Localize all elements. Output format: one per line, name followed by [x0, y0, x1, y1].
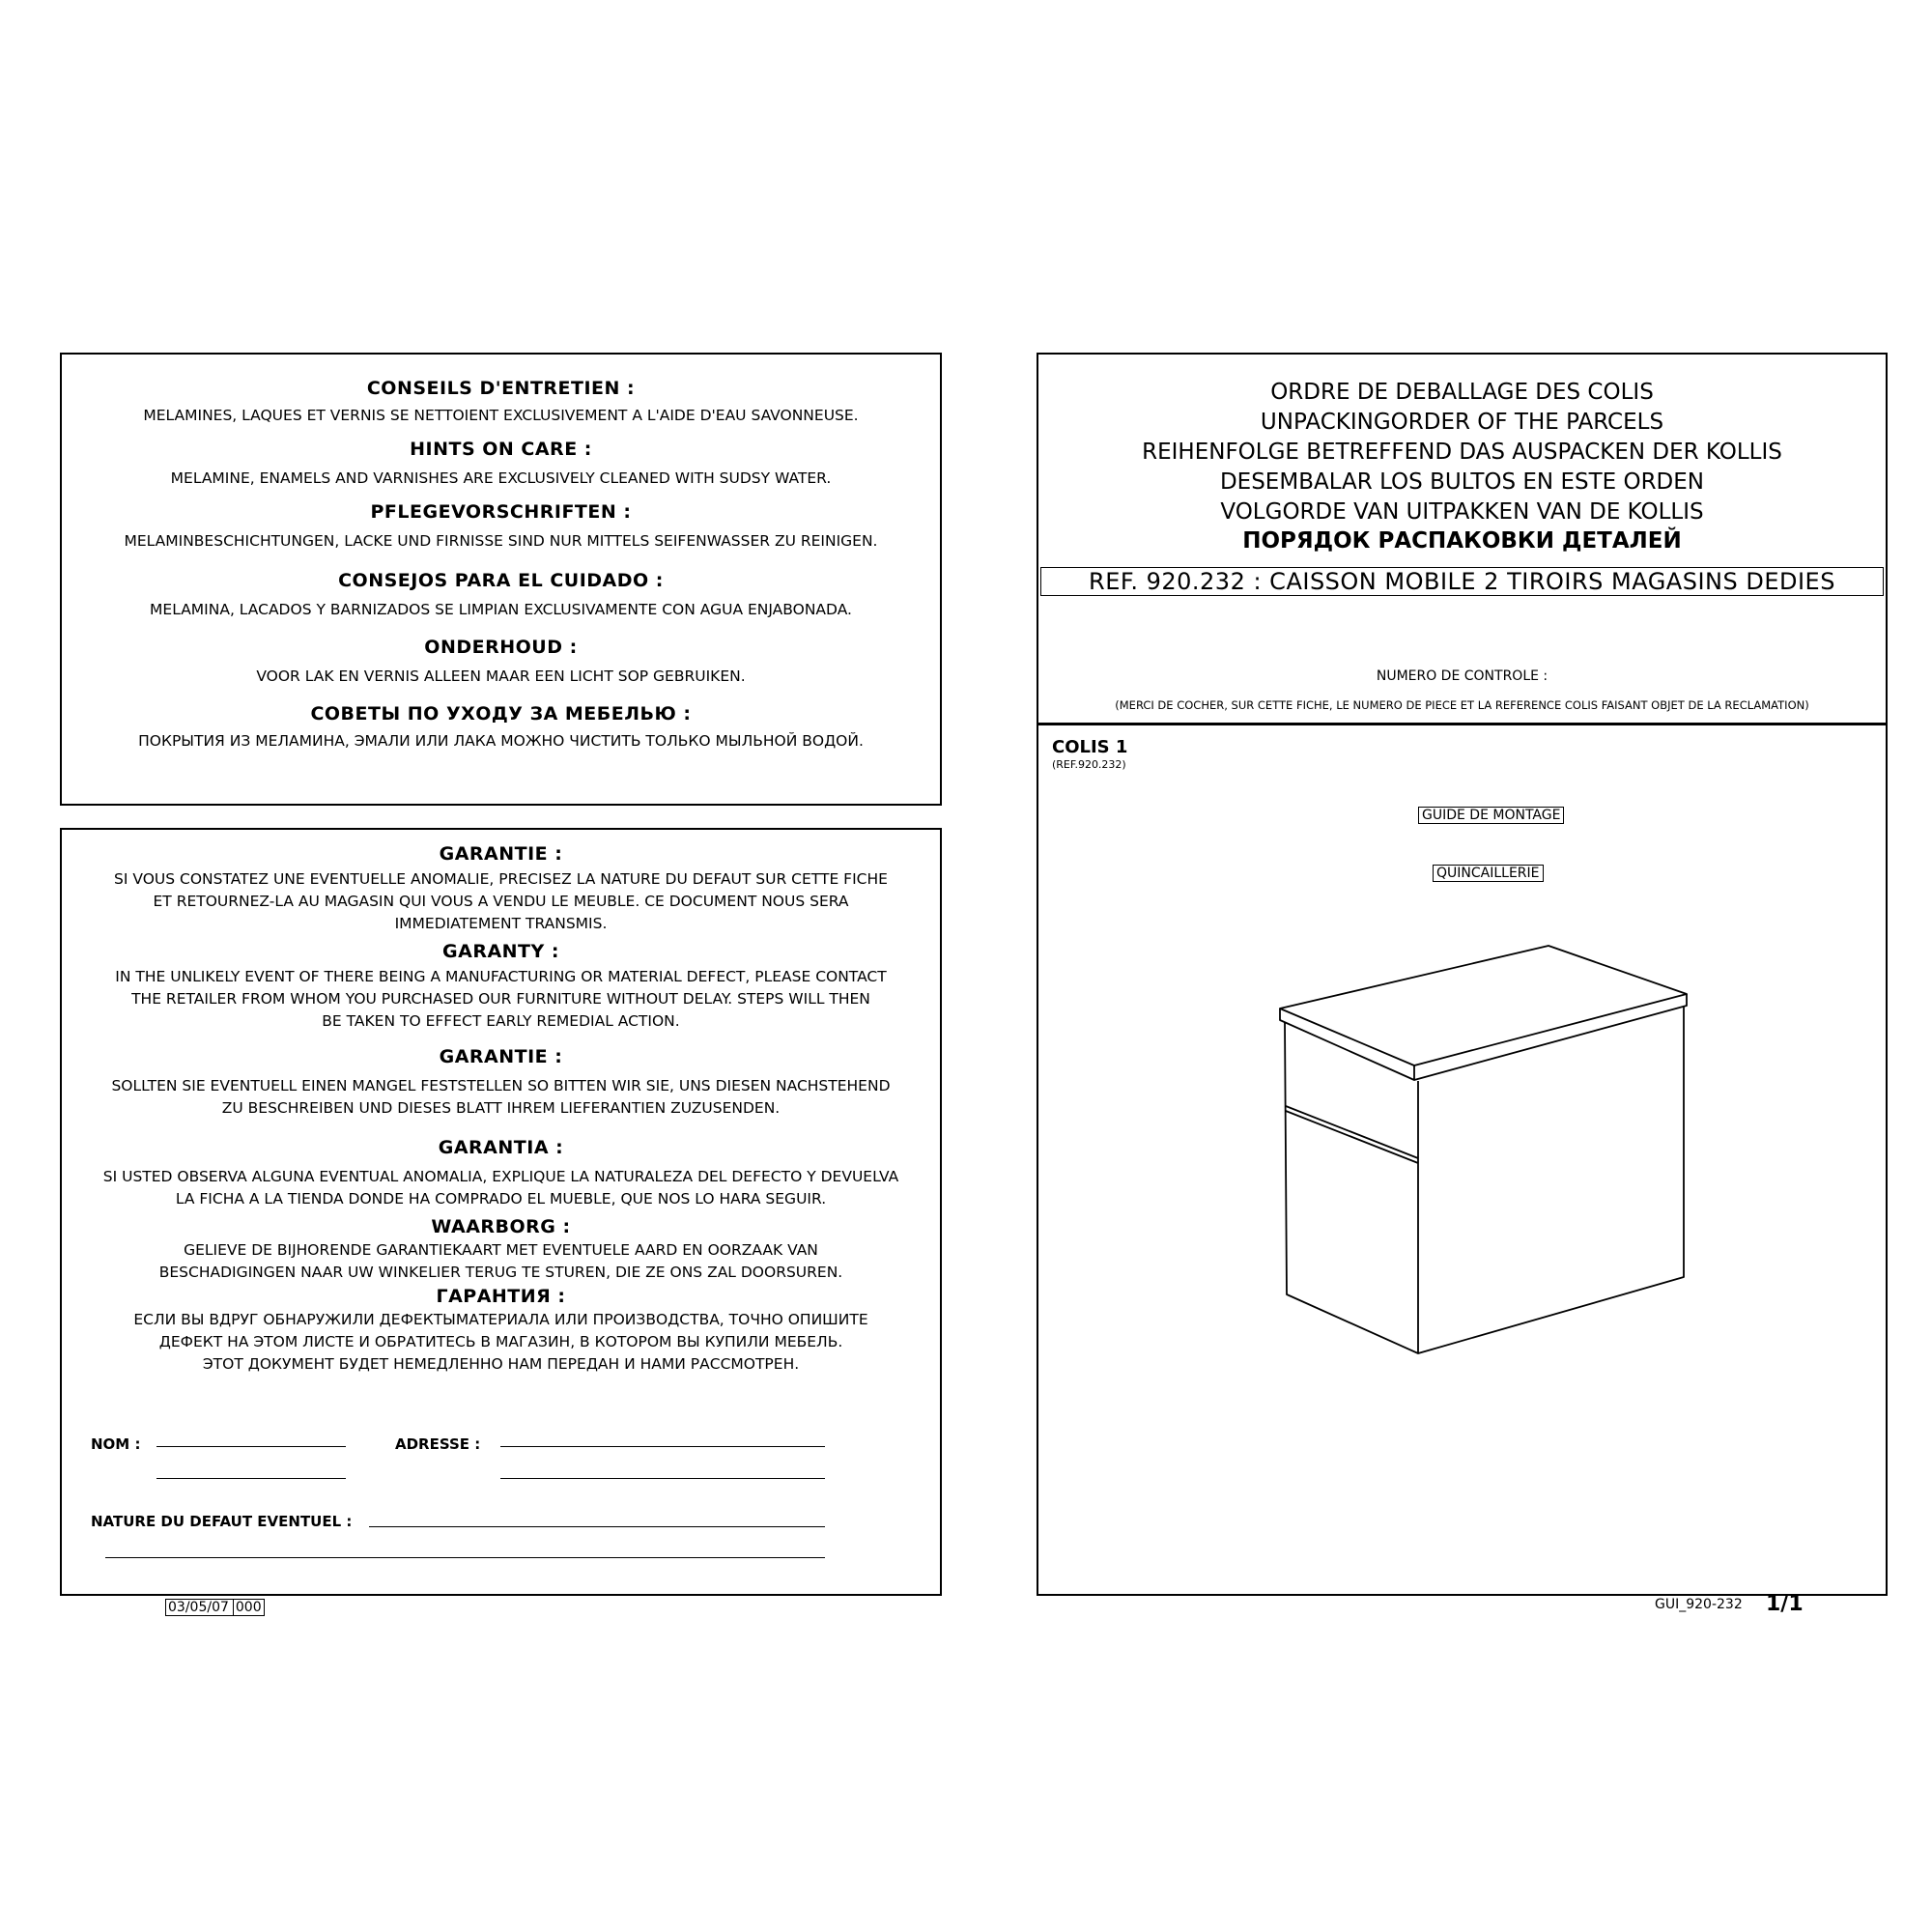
warranty-line: BE TAKEN TO EFFECT EARLY REMEDIAL ACTION. — [322, 1012, 680, 1030]
colis-title: COLIS 1 — [1052, 737, 1128, 757]
warranty-text-de — [62, 1075, 940, 1120]
warranty-title-ru: ГАРАНТИЯ : — [436, 1286, 566, 1307]
warranty-text-es — [62, 1166, 940, 1210]
warranty-line: BESCHADIGINGEN NAAR UW WINKELIER TERUG TE STUREN, DIE ZE ONS ZAL DOORSUREN. — [158, 1264, 843, 1281]
care-text-ru: ПОКРЫТИЯ ИЗ МЕЛАМИНА, ЭМАЛИ ИЛИ ЛАКА МОЖНО ЧИСТИТЬ ТОЛЬКО МЫЛЬНОЙ ВОДОЙ. — [138, 732, 864, 750]
date-code-suffix: 000 — [233, 1600, 262, 1615]
name-label: NOM : — [91, 1435, 141, 1453]
hardware-link[interactable]: QUINCAILLERIE — [1433, 865, 1544, 882]
warranty-line: SOLLTEN SIE EVENTUELL EINEN MANGEL FESTSTELLEN SO BITTEN WIR SIE, UNS DIESEN NACHSTEHEND — [111, 1077, 891, 1094]
address-field-line-2[interactable] — [500, 1478, 825, 1479]
care-text-nl: VOOR LAK EN VERNIS ALLEEN MAAR EEN LICHT SOP GEBRUIKEN. — [256, 668, 746, 685]
page-number: 1/1 — [1766, 1592, 1804, 1616]
control-number-label: NUMERO DE CONTROLE : — [1376, 668, 1548, 684]
care-title-fr: CONSEILS D'ENTRETIEN : — [366, 378, 636, 399]
warranty-line: THE RETAILER FROM WHOM YOU PURCHASED OUR FURNITURE WITHOUT DELAY. STEPS WILL THEN — [131, 990, 870, 1008]
unpack-panel — [1037, 353, 1888, 724]
warranty-line: SI VOUS CONSTATEZ UNE EVENTUELLE ANOMALIE, PRECISEZ LA NATURE DU DEFAUT SUR CETTE FICHE — [114, 870, 888, 888]
control-number-note: (MERCI DE COCHER, SUR CETTE FICHE, LE NUMERO DE PIECE ET LA REFERENCE COLIS FAISANT OBJET DE LA RECLAMATION) — [1115, 698, 1809, 712]
unpack-title-ru: ПОРЯДОК РАСПАКОВКИ ДЕТАЛЕЙ — [1242, 528, 1682, 554]
warranty-line: ЭТОТ ДОКУМЕНТ БУДЕТ НЕМЕДЛЕННО НАМ ПЕРЕДАН И НАМИ РАССМОТРЕН. — [202, 1355, 800, 1373]
assembly-guide-link[interactable]: GUIDE DE MONTAGE — [1418, 807, 1564, 824]
unpack-title-es: DESEMBALAR LOS BULTOS EN ESTE ORDEN — [1219, 469, 1705, 495]
care-text-de: MELAMINBESCHICHTUNGEN, LACKE UND FIRNISSE SIND NUR MITTELS SEIFENWASSER ZU REINIGEN. — [124, 532, 878, 550]
address-field[interactable] — [500, 1446, 825, 1447]
warranty-text-en — [62, 966, 940, 1033]
unpack-title-en: UNPACKINGORDER OF THE PARCELS — [1260, 410, 1664, 435]
name-field-line-2[interactable] — [156, 1478, 346, 1479]
care-title-es: CONSEJOS PARA EL CUIDADO : — [338, 570, 664, 591]
warranty-text-nl — [62, 1239, 940, 1284]
warranty-title-nl: WAARBORG : — [431, 1216, 571, 1237]
warranty-text-fr — [62, 868, 940, 935]
warranty-text-ru — [62, 1309, 940, 1376]
care-title-en: HINTS ON CARE : — [410, 439, 592, 460]
cabinet-top-edge-side — [1414, 994, 1687, 1080]
warranty-line: LA FICHA A LA TIENDA DONDE HA COMPRADO EL MUEBLE, QUE NOS LO HARA SEGUIR. — [175, 1190, 827, 1208]
care-title-de: PFLEGEVORSCHRIFTEN : — [370, 501, 632, 523]
defect-field[interactable] — [369, 1526, 825, 1527]
warranty-panel — [60, 828, 942, 1596]
care-title-nl: ONDERHOUD : — [424, 637, 578, 658]
document-code: GUI_920-232 — [1655, 1597, 1743, 1612]
unpack-title-nl: VOLGORDE VAN UITPAKKEN VAN DE KOLLIS — [1220, 499, 1704, 525]
warranty-line: IMMEDIATEMENT TRANSMIS. — [394, 915, 608, 932]
warranty-line: GELIEVE DE BIJHORENDE GARANTIEKAART MET EVENTUELE AARD EN OORZAAK VAN — [184, 1241, 818, 1259]
warranty-line: ДЕФЕКТ НА ЭТОМ ЛИСТЕ И ОБРАТИТЕСЬ В МАГАЗИН, В КОТОРОМ ВЫ КУПИЛИ МЕБЕЛЬ. — [158, 1333, 843, 1350]
warranty-line: IN THE UNLIKELY EVENT OF THERE BEING A MANUFACTURING OR MATERIAL DEFECT, PLEASE CONTACT — [115, 968, 887, 985]
warranty-title-en: GARANTY : — [442, 941, 559, 962]
colis-ref: (REF.920.232) — [1052, 758, 1126, 771]
care-title-ru: СОВЕТЫ ПО УХОДУ ЗА МЕБЕЛЬЮ : — [310, 703, 692, 724]
cabinet-top-edge-front — [1280, 1009, 1414, 1080]
name-field[interactable] — [156, 1446, 346, 1447]
unpack-titles — [1038, 378, 1886, 527]
date-code — [165, 1599, 265, 1616]
warranty-title-de: GARANTIE : — [439, 1046, 563, 1067]
unpack-title-de: REIHENFOLGE BETREFFEND DAS AUSPACKEN DER KOLLIS — [1142, 440, 1782, 465]
care-panel — [60, 353, 942, 806]
drawer-line-lower — [1286, 1111, 1418, 1163]
warranty-title-fr: GARANTIE : — [439, 843, 563, 865]
date-code-value: 03/05/07 — [168, 1600, 229, 1615]
cabinet-front — [1285, 1022, 1418, 1353]
defect-field-line-2[interactable] — [105, 1557, 825, 1558]
product-reference: REF. 920.232 : CAISSON MOBILE 2 TIROIRS MAGASINS DEDIES — [1040, 567, 1884, 596]
warranty-line: ET RETOURNEZ-LA AU MAGASIN QUI VOUS A VENDU LE MEUBLE. CE DOCUMENT NOUS SERA — [153, 893, 849, 910]
warranty-title-es: GARANTIA : — [438, 1137, 564, 1158]
care-text-en: MELAMINE, ENAMELS AND VARNISHES ARE EXCLUSIVELY CLEANED WITH SUDSY WATER. — [170, 469, 832, 487]
defect-label: NATURE DU DEFAUT EVENTUEL : — [91, 1513, 353, 1530]
warranty-line: ЕСЛИ ВЫ ВДРУГ ОБНАРУЖИЛИ ДЕФЕКТЫМАТЕРИАЛА ИЛИ ПРОИЗВОДСТВА, ТОЧНО ОПИШИТЕ — [133, 1311, 868, 1328]
colis-panel — [1037, 724, 1888, 1596]
drawer-line-upper — [1286, 1106, 1418, 1158]
address-label: ADRESSE : — [395, 1435, 481, 1453]
care-text-es: MELAMINA, LACADOS Y BARNIZADOS SE LIMPIAN EXCLUSIVAMENTE CON AGUA ENJABONADA. — [150, 601, 852, 618]
care-text-fr: MELAMINES, LAQUES ET VERNIS SE NETTOIENT EXCLUSIVEMENT A L'AIDE D'EAU SAVONNEUSE. — [143, 407, 859, 424]
warranty-line: ZU BESCHREIBEN UND DIESES BLATT IHREM LIEFERANTIEN ZUZUSENDEN. — [221, 1099, 781, 1117]
unpack-title-fr: ORDRE DE DEBALLAGE DES COLIS — [1270, 380, 1654, 405]
drawer-cabinet-drawing — [1038, 725, 1886, 1594]
warranty-line: SI USTED OBSERVA ALGUNA EVENTUAL ANOMALIA, EXPLIQUE LA NATURALEZA DEL DEFECTO Y DEVUELVA — [102, 1168, 899, 1185]
cabinet-side — [1418, 1006, 1684, 1353]
